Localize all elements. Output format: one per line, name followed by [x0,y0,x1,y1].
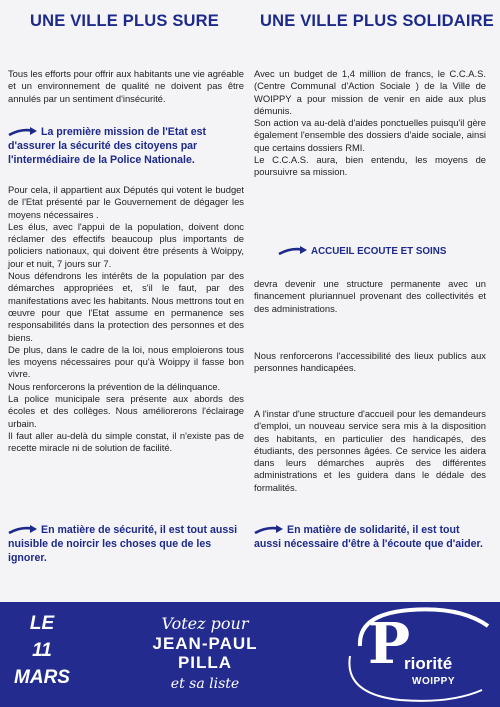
candidate-name-line: PILLA [177,653,233,672]
priorite-woippy-logo [340,606,490,702]
arrow-icon [8,127,38,137]
election-date [4,610,80,691]
left-callout-1-text: La première mission de l'Etat est d'assurer la sécurité des citoyens par l'intermédiaire de la Police Nationale. [8,126,207,166]
right-intro-paragraph: Son action va au-delà d'aides ponctuelles puisqu'il gère également l'ensemble des dossiers d'aide sociale, ainsi que certains dossiers RMI. [254,117,486,153]
right-para-2: Nous renforcerons l'accessibilité des lieux publics aux personnes handicapées. [254,350,486,374]
right-heading: UNE VILLE PLUS SOLIDAIRE [260,12,494,30]
right-subheading [278,245,486,259]
logo-letter: P [368,611,411,677]
arrow-icon [254,525,284,535]
left-callout-2 [8,524,244,565]
logo-word: riorité [404,654,453,673]
left-body-paragraph: Nous renforcerons la prévention de la délinquance. [8,380,221,392]
date-line: LE [29,613,55,634]
candidate-name-line: JEAN-PAUL [152,634,258,653]
date-line: MARS [14,667,70,688]
and-list-text: et sa liste [170,676,240,692]
date-line: 11 [32,640,52,661]
left-body-paragraph: Il faut aller au-delà du simple constat, il n'existe pas de recette miracle ni de solution de facilité. [8,429,244,454]
footer-banner [0,602,500,707]
left-body-paragraph: De plus, dans le cadre de la loi, nous emploierons tous les moyens nécessaires pour qu'à Woippy il fasse bon vivre. [8,343,244,380]
vote-for-text: Votez pour [161,614,249,633]
right-subheading-text: ACCUEIL ECOUTE ET SOINS [311,246,447,257]
left-callout-1 [8,126,244,167]
left-callout-2-text: En matière de sécurité, il est tout aussi nuisible de noircir les choses que de les ignorer. [8,524,238,564]
right-para-3: A l'instar d'une structure d'accueil pour les demandeurs d'emploi, un nouveau service sera mis à la disposition des habitants, en particulier des handicapés, des étudiants, des personnes âgées. Ce service les aidera dans leurs démarches auprès des différentes administrations et les guidera dans le dédale des formalités. [254,408,486,493]
logo-city: WOIPPY [412,676,456,687]
right-callout [254,524,486,552]
left-body-paragraph: La police municipale sera présente aux abords des écoles et des collèges. Nous améliorerons l'éclairage urbain. [8,393,244,429]
right-intro [254,68,486,179]
right-intro-paragraph: Le C.C.A.S. aura, bien entendu, les moyens de poursuivre sa mission. [254,154,486,178]
left-heading: UNE VILLE PLUS SURE [30,12,219,30]
arrow-icon [8,525,38,535]
candidate-name [110,634,300,672]
left-body-paragraph: Nous défendrons les intérêts de la population par des démarches appropriées et, s'il le faut, par des manifestations avec les habitants. Nous mettrons tout en œuvre pour que l'Etat assume en permanence ses responsabilités dans la protection des personnes et des biens. [8,270,244,343]
left-body-paragraph: Les élus, avec l'appui de la population, doivent donc réclamer des effectifs beaucoup plus importants de policiers nationaux, qui doivent être présents à Woippy, jour et nuit, 7 jours sur 7. [8,220,244,269]
right-intro-paragraph: Avec un budget de 1,4 million de francs, le C.C.A.S. (Centre Communal d'Action Sociale ) de la Ville de WOIPPY a pour mission de venir en aide aux plus démunis. [254,68,486,116]
right-para-1: devra devenir une structure permanente avec un financement pluriannuel provenant des collectivités et des administrations. [254,278,486,314]
left-body-paragraph: Pour cela, il appartient aux Députés qui votent le budget de l'Etat présenté par le Gouvernement de dégager les moyens nécessaires . [8,184,244,220]
arrow-icon [278,246,308,256]
left-intro: Tous les efforts pour offrir aux habitants une vie agréable et un environnement de qualité ne doivent pas être annulés par un sentiment d'insécurité. [8,68,244,104]
right-callout-text: En matière de solidarité, il est tout aussi nécessaire d'être à l'écoute que d'aider. [254,524,483,550]
left-body [8,184,244,455]
